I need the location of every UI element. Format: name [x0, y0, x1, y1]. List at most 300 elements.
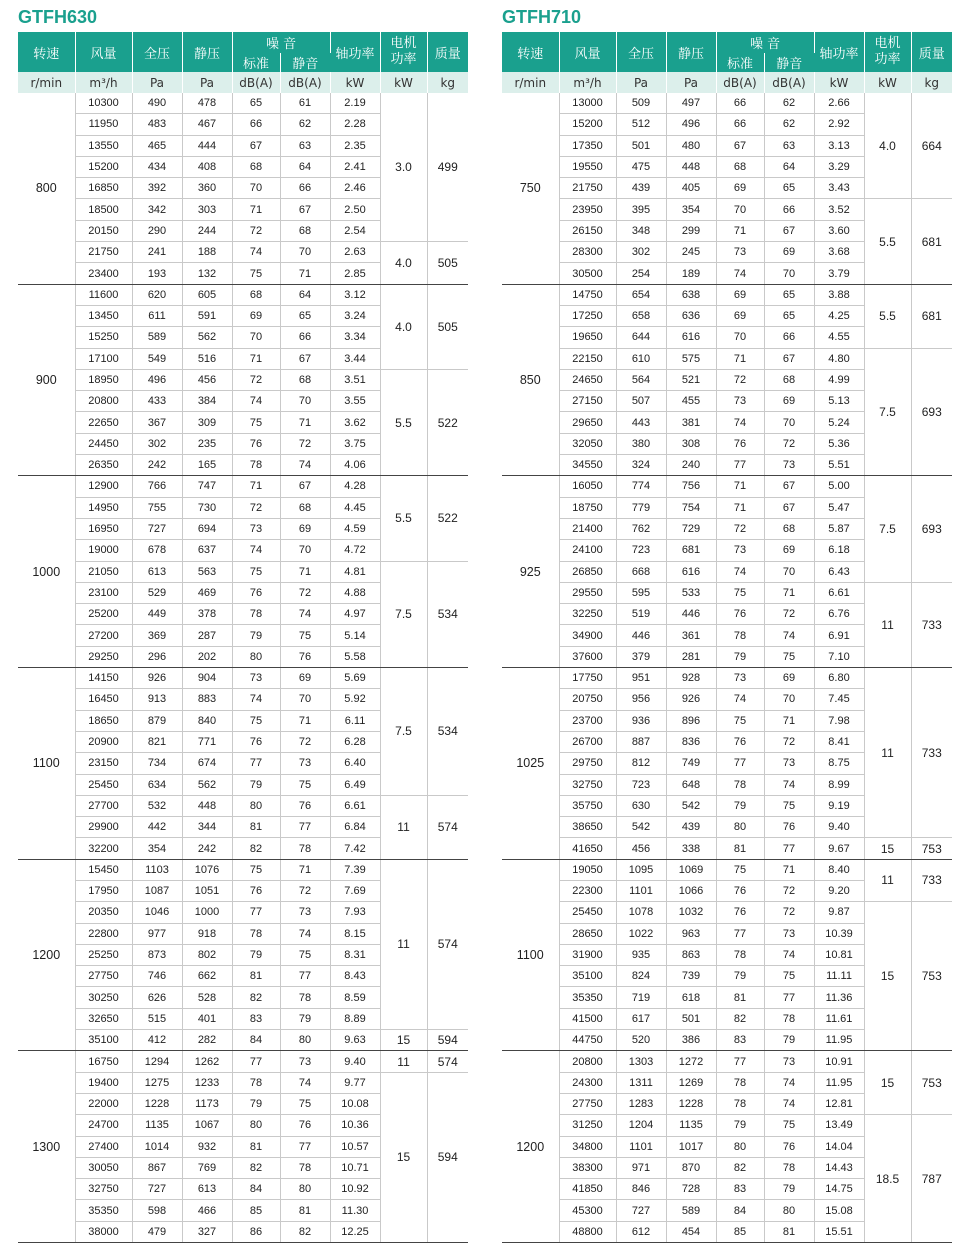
table-row — [502, 1051, 952, 1072]
data-cell: 626 — [132, 987, 182, 1008]
data-cell: 18650 — [75, 710, 132, 731]
data-cell: 86 — [232, 1221, 280, 1242]
data-cell: 74 — [764, 1072, 814, 1093]
units-row — [18, 72, 468, 93]
data-cell: 8.99 — [814, 774, 864, 795]
data-cell: 71 — [280, 263, 330, 284]
data-cell: 3.68 — [814, 242, 864, 263]
data-cell: 681 — [666, 540, 716, 561]
data-cell: 836 — [666, 731, 716, 752]
data-cell: 73 — [716, 242, 764, 263]
data-cell: 5.87 — [814, 518, 864, 539]
data-cell: 80 — [232, 795, 280, 816]
data-cell: 299 — [666, 220, 716, 241]
data-cell: 69 — [716, 284, 764, 305]
data-cell: 73 — [764, 923, 814, 944]
mass-cell: 574 — [427, 859, 468, 1029]
data-cell: 20800 — [559, 1051, 616, 1072]
data-cell: 72 — [764, 731, 814, 752]
data-cell: 78 — [232, 1072, 280, 1093]
data-cell: 12.81 — [814, 1093, 864, 1114]
data-cell: 44750 — [559, 1030, 616, 1051]
data-cell: 75 — [280, 1093, 330, 1114]
data-cell: 27200 — [75, 625, 132, 646]
col-speed: 转速 — [502, 32, 559, 72]
motor-power-cell: 5.5 — [380, 476, 427, 561]
data-cell: 613 — [182, 1179, 232, 1200]
data-cell: 72 — [764, 604, 814, 625]
data-cell: 466 — [182, 1200, 232, 1221]
data-cell: 74 — [232, 391, 280, 412]
data-cell: 65 — [764, 305, 814, 326]
data-cell: 367 — [132, 412, 182, 433]
data-cell: 501 — [616, 135, 666, 156]
data-cell: 509 — [616, 93, 666, 114]
data-cell: 636 — [666, 305, 716, 326]
data-cell: 638 — [666, 284, 716, 305]
data-cell: 72 — [764, 880, 814, 901]
data-cell: 434 — [132, 156, 182, 177]
data-cell: 15.51 — [814, 1221, 864, 1242]
data-cell: 5.00 — [814, 476, 864, 497]
motor-power-cell: 7.5 — [380, 668, 427, 796]
mass-cell: 534 — [427, 668, 468, 796]
data-cell: 10.36 — [330, 1115, 380, 1136]
col-shaft-power: 轴功率 — [330, 32, 380, 72]
data-cell: 66 — [764, 199, 814, 220]
data-cell: 63 — [280, 135, 330, 156]
data-cell: 575 — [666, 348, 716, 369]
data-cell: 8.59 — [330, 987, 380, 1008]
data-cell: 6.80 — [814, 668, 864, 689]
col-motor-power: 电机功率 — [864, 32, 911, 72]
data-cell: 16050 — [559, 476, 616, 497]
data-cell: 644 — [616, 327, 666, 348]
motor-power-cell: 5.5 — [864, 199, 911, 284]
data-cell: 1294 — [132, 1051, 182, 1072]
data-cell: 82 — [232, 987, 280, 1008]
data-cell: 591 — [182, 305, 232, 326]
data-cell: 480 — [666, 135, 716, 156]
data-cell: 563 — [182, 561, 232, 582]
table-row — [18, 242, 468, 263]
motor-power-cell: 3.0 — [380, 93, 427, 242]
data-cell: 2.35 — [330, 135, 380, 156]
performance-table — [502, 32, 952, 1243]
data-cell: 4.06 — [330, 455, 380, 476]
data-cell: 8.89 — [330, 1008, 380, 1029]
data-cell: 821 — [132, 731, 182, 752]
data-cell: 1204 — [616, 1115, 666, 1136]
data-cell: 242 — [132, 455, 182, 476]
data-cell: 73 — [280, 1051, 330, 1072]
data-cell: 754 — [666, 497, 716, 518]
data-cell: 28300 — [559, 242, 616, 263]
speed-cell: 750 — [502, 93, 559, 284]
data-cell: 32650 — [75, 1008, 132, 1029]
mass-cell: 499 — [427, 93, 468, 242]
data-cell: 74 — [716, 689, 764, 710]
data-cell: 727 — [132, 518, 182, 539]
data-cell: 1269 — [666, 1072, 716, 1093]
data-cell: 2.54 — [330, 220, 380, 241]
table-row — [502, 1115, 952, 1136]
data-cell: 75 — [232, 561, 280, 582]
mass-cell: 753 — [911, 902, 952, 1051]
data-cell: 637 — [182, 540, 232, 561]
data-cell: 3.51 — [330, 369, 380, 390]
data-cell: 381 — [666, 412, 716, 433]
data-cell: 3.24 — [330, 305, 380, 326]
data-cell: 244 — [182, 220, 232, 241]
data-cell: 69 — [764, 540, 814, 561]
data-cell: 496 — [666, 114, 716, 135]
data-cell: 2.19 — [330, 93, 380, 114]
data-cell: 904 — [182, 668, 232, 689]
data-cell: 71 — [280, 710, 330, 731]
unit-cell: m³/h — [559, 72, 616, 93]
data-cell: 1228 — [666, 1093, 716, 1114]
data-cell: 78 — [764, 1157, 814, 1178]
data-cell: 729 — [666, 518, 716, 539]
data-cell: 80 — [280, 1179, 330, 1200]
unit-cell: dB(A) — [232, 72, 280, 93]
data-cell: 542 — [616, 817, 666, 838]
data-cell: 454 — [666, 1221, 716, 1242]
data-cell: 755 — [132, 497, 182, 518]
data-cell: 1066 — [666, 880, 716, 901]
data-cell: 35100 — [75, 1030, 132, 1051]
speed-cell: 850 — [502, 284, 559, 476]
motor-power-cell: 4.0 — [380, 242, 427, 285]
data-cell: 240 — [666, 455, 716, 476]
data-cell: 79 — [764, 1030, 814, 1051]
data-cell: 17100 — [75, 348, 132, 369]
data-cell: 501 — [666, 1008, 716, 1029]
units-row — [502, 72, 952, 93]
data-cell: 11600 — [75, 284, 132, 305]
data-cell: 360 — [182, 178, 232, 199]
data-cell: 2.41 — [330, 156, 380, 177]
data-cell: 662 — [182, 966, 232, 987]
table-title: GTFH630 — [18, 7, 98, 27]
data-cell: 598 — [132, 1200, 182, 1221]
data-cell: 532 — [132, 795, 182, 816]
data-cell: 354 — [132, 838, 182, 859]
data-cell: 392 — [132, 178, 182, 199]
data-cell: 65 — [764, 284, 814, 305]
data-cell: 32200 — [75, 838, 132, 859]
data-cell: 26150 — [559, 220, 616, 241]
data-cell: 1101 — [616, 1136, 666, 1157]
data-cell: 80 — [764, 1200, 814, 1221]
data-cell: 446 — [666, 604, 716, 625]
data-cell: 2.50 — [330, 199, 380, 220]
data-cell: 69 — [764, 668, 814, 689]
data-cell: 9.20 — [814, 880, 864, 901]
data-cell: 32750 — [75, 1179, 132, 1200]
data-cell: 9.87 — [814, 902, 864, 923]
motor-power-cell: 11 — [380, 1051, 427, 1072]
mass-cell: 505 — [427, 284, 468, 369]
data-cell: 76 — [716, 902, 764, 923]
data-cell: 887 — [616, 731, 666, 752]
data-cell: 67 — [280, 476, 330, 497]
data-cell: 73 — [764, 753, 814, 774]
data-cell: 802 — [182, 944, 232, 965]
data-cell: 5.36 — [814, 433, 864, 454]
data-cell: 71 — [280, 859, 330, 880]
data-cell: 82 — [280, 1221, 330, 1242]
col-static-pressure: 静压 — [182, 32, 232, 72]
data-cell: 23400 — [75, 263, 132, 284]
data-cell: 61 — [280, 93, 330, 114]
data-cell: 612 — [616, 1221, 666, 1242]
data-cell: 14.43 — [814, 1157, 864, 1178]
data-cell: 70 — [280, 540, 330, 561]
data-cell: 10300 — [75, 93, 132, 114]
data-cell: 80 — [280, 1030, 330, 1051]
data-cell: 433 — [132, 391, 182, 412]
data-cell: 519 — [616, 604, 666, 625]
data-cell: 620 — [132, 284, 182, 305]
data-cell: 456 — [616, 838, 666, 859]
data-cell: 11950 — [75, 114, 132, 135]
data-cell: 79 — [716, 1115, 764, 1136]
data-cell: 32250 — [559, 604, 616, 625]
data-cell: 64 — [280, 284, 330, 305]
data-cell: 242 — [182, 838, 232, 859]
data-cell: 38300 — [559, 1157, 616, 1178]
data-cell: 13.49 — [814, 1115, 864, 1136]
data-cell: 10.91 — [814, 1051, 864, 1072]
mass-cell: 574 — [427, 1051, 468, 1072]
data-cell: 21750 — [559, 178, 616, 199]
data-cell: 361 — [666, 625, 716, 646]
data-cell: 14950 — [75, 497, 132, 518]
data-cell: 75 — [764, 646, 814, 667]
mass-cell: 534 — [427, 561, 468, 667]
data-cell: 10.39 — [814, 923, 864, 944]
data-cell: 34800 — [559, 1136, 616, 1157]
data-cell: 727 — [616, 1200, 666, 1221]
data-cell: 1000 — [182, 902, 232, 923]
data-cell: 63 — [764, 135, 814, 156]
data-cell: 76 — [716, 604, 764, 625]
data-cell: 24700 — [75, 1115, 132, 1136]
data-cell: 926 — [132, 668, 182, 689]
data-cell: 76 — [716, 433, 764, 454]
data-cell: 83 — [716, 1030, 764, 1051]
data-cell: 6.28 — [330, 731, 380, 752]
data-cell: 80 — [232, 1115, 280, 1136]
data-cell: 78 — [716, 1093, 764, 1114]
col-flow: 风量 — [75, 32, 132, 72]
data-cell: 76 — [280, 646, 330, 667]
data-cell: 3.79 — [814, 263, 864, 284]
data-cell: 766 — [132, 476, 182, 497]
data-cell: 4.81 — [330, 561, 380, 582]
data-cell: 1283 — [616, 1093, 666, 1114]
data-cell: 75 — [280, 944, 330, 965]
data-cell: 19400 — [75, 1072, 132, 1093]
data-cell: 824 — [616, 966, 666, 987]
table-row — [502, 668, 952, 689]
data-cell: 1017 — [666, 1136, 716, 1157]
data-cell: 674 — [182, 753, 232, 774]
data-cell: 23700 — [559, 710, 616, 731]
data-cell: 439 — [666, 817, 716, 838]
data-cell: 73 — [764, 455, 814, 476]
data-cell: 65 — [280, 305, 330, 326]
data-cell: 62 — [280, 114, 330, 135]
data-cell: 70 — [764, 561, 814, 582]
data-cell: 27750 — [75, 966, 132, 987]
data-cell: 74 — [280, 604, 330, 625]
col-noise-standard: 标准 — [716, 53, 764, 72]
data-cell: 21750 — [75, 242, 132, 263]
data-cell: 68 — [764, 518, 814, 539]
data-cell: 956 — [616, 689, 666, 710]
unit-cell: Pa — [132, 72, 182, 93]
mass-cell: 753 — [911, 1051, 952, 1115]
data-cell: 5.69 — [330, 668, 380, 689]
data-cell: 1087 — [132, 880, 182, 901]
data-cell: 68 — [764, 369, 814, 390]
data-cell: 951 — [616, 668, 666, 689]
data-cell: 9.67 — [814, 838, 864, 859]
data-cell: 977 — [132, 923, 182, 944]
data-cell: 72 — [716, 518, 764, 539]
data-cell: 25250 — [75, 944, 132, 965]
data-cell: 4.99 — [814, 369, 864, 390]
data-cell: 348 — [616, 220, 666, 241]
data-cell: 16950 — [75, 518, 132, 539]
data-cell: 70 — [280, 689, 330, 710]
data-cell: 75 — [764, 1115, 814, 1136]
data-cell: 8.40 — [814, 859, 864, 880]
unit-cell: dB(A) — [764, 72, 814, 93]
data-cell: 30500 — [559, 263, 616, 284]
data-cell: 41850 — [559, 1179, 616, 1200]
table-panel-gtfh630 — [18, 0, 468, 1243]
data-cell: 6.61 — [330, 795, 380, 816]
data-cell: 76 — [232, 880, 280, 901]
data-cell: 2.92 — [814, 114, 864, 135]
data-cell: 3.34 — [330, 327, 380, 348]
data-cell: 5.13 — [814, 391, 864, 412]
data-cell: 82 — [716, 1008, 764, 1029]
data-cell: 512 — [616, 114, 666, 135]
motor-power-cell: 11 — [864, 668, 911, 838]
unit-cell: Pa — [666, 72, 716, 93]
motor-power-cell: 11 — [380, 859, 427, 1029]
data-cell: 66 — [280, 327, 330, 348]
data-cell: 1228 — [132, 1093, 182, 1114]
unit-cell: kW — [814, 72, 864, 93]
table-row — [18, 1051, 468, 1072]
unit-cell: m³/h — [75, 72, 132, 93]
data-cell: 24450 — [75, 433, 132, 454]
data-cell: 76 — [232, 731, 280, 752]
data-cell: 73 — [280, 753, 330, 774]
data-cell: 723 — [616, 540, 666, 561]
data-cell: 883 — [182, 689, 232, 710]
data-cell: 68 — [232, 284, 280, 305]
data-cell: 654 — [616, 284, 666, 305]
data-cell: 840 — [182, 710, 232, 731]
table-row — [18, 476, 468, 497]
mass-cell: 574 — [427, 795, 468, 859]
data-cell: 70 — [280, 242, 330, 263]
data-cell: 30250 — [75, 987, 132, 1008]
data-cell: 75 — [232, 412, 280, 433]
data-cell: 38650 — [559, 817, 616, 838]
data-cell: 1046 — [132, 902, 182, 923]
data-cell: 77 — [716, 455, 764, 476]
data-cell: 81 — [280, 1200, 330, 1221]
unit-cell: Pa — [616, 72, 666, 93]
data-cell: 10.71 — [330, 1157, 380, 1178]
data-cell: 17250 — [559, 305, 616, 326]
data-cell: 74 — [280, 923, 330, 944]
data-cell: 16750 — [75, 1051, 132, 1072]
mass-cell: 787 — [911, 1115, 952, 1243]
data-cell: 72 — [280, 731, 330, 752]
unit-cell: kg — [911, 72, 952, 93]
col-motor-power: 电机功率 — [380, 32, 427, 72]
data-cell: 746 — [132, 966, 182, 987]
mass-cell: 733 — [911, 582, 952, 667]
data-cell: 71 — [280, 412, 330, 433]
data-cell: 616 — [666, 561, 716, 582]
data-cell: 1078 — [616, 902, 666, 923]
data-cell: 19000 — [75, 540, 132, 561]
data-cell: 66 — [280, 178, 330, 199]
data-cell: 71 — [232, 348, 280, 369]
data-cell: 15200 — [559, 114, 616, 135]
data-cell: 17350 — [559, 135, 616, 156]
data-cell: 245 — [666, 242, 716, 263]
table-row — [502, 859, 952, 880]
data-cell: 71 — [232, 199, 280, 220]
data-cell: 81 — [716, 838, 764, 859]
data-cell: 6.43 — [814, 561, 864, 582]
data-cell: 81 — [764, 1221, 814, 1242]
data-cell: 7.42 — [330, 838, 380, 859]
data-cell: 21400 — [559, 518, 616, 539]
data-cell: 74 — [764, 944, 814, 965]
col-noise: 噪 音 — [716, 32, 814, 53]
data-cell: 303 — [182, 199, 232, 220]
data-cell: 1032 — [666, 902, 716, 923]
data-cell: 324 — [616, 455, 666, 476]
table-row — [502, 582, 952, 603]
data-cell: 77 — [716, 753, 764, 774]
col-total-pressure: 全压 — [616, 32, 666, 72]
data-cell: 84 — [232, 1179, 280, 1200]
data-cell: 74 — [764, 1093, 814, 1114]
data-cell: 81 — [716, 987, 764, 1008]
data-cell: 67 — [764, 348, 814, 369]
data-cell: 73 — [232, 668, 280, 689]
data-cell: 4.28 — [330, 476, 380, 497]
data-cell: 12.25 — [330, 1221, 380, 1242]
data-cell: 483 — [132, 114, 182, 135]
data-cell: 78 — [280, 838, 330, 859]
data-cell: 37600 — [559, 646, 616, 667]
data-cell: 7.69 — [330, 880, 380, 901]
